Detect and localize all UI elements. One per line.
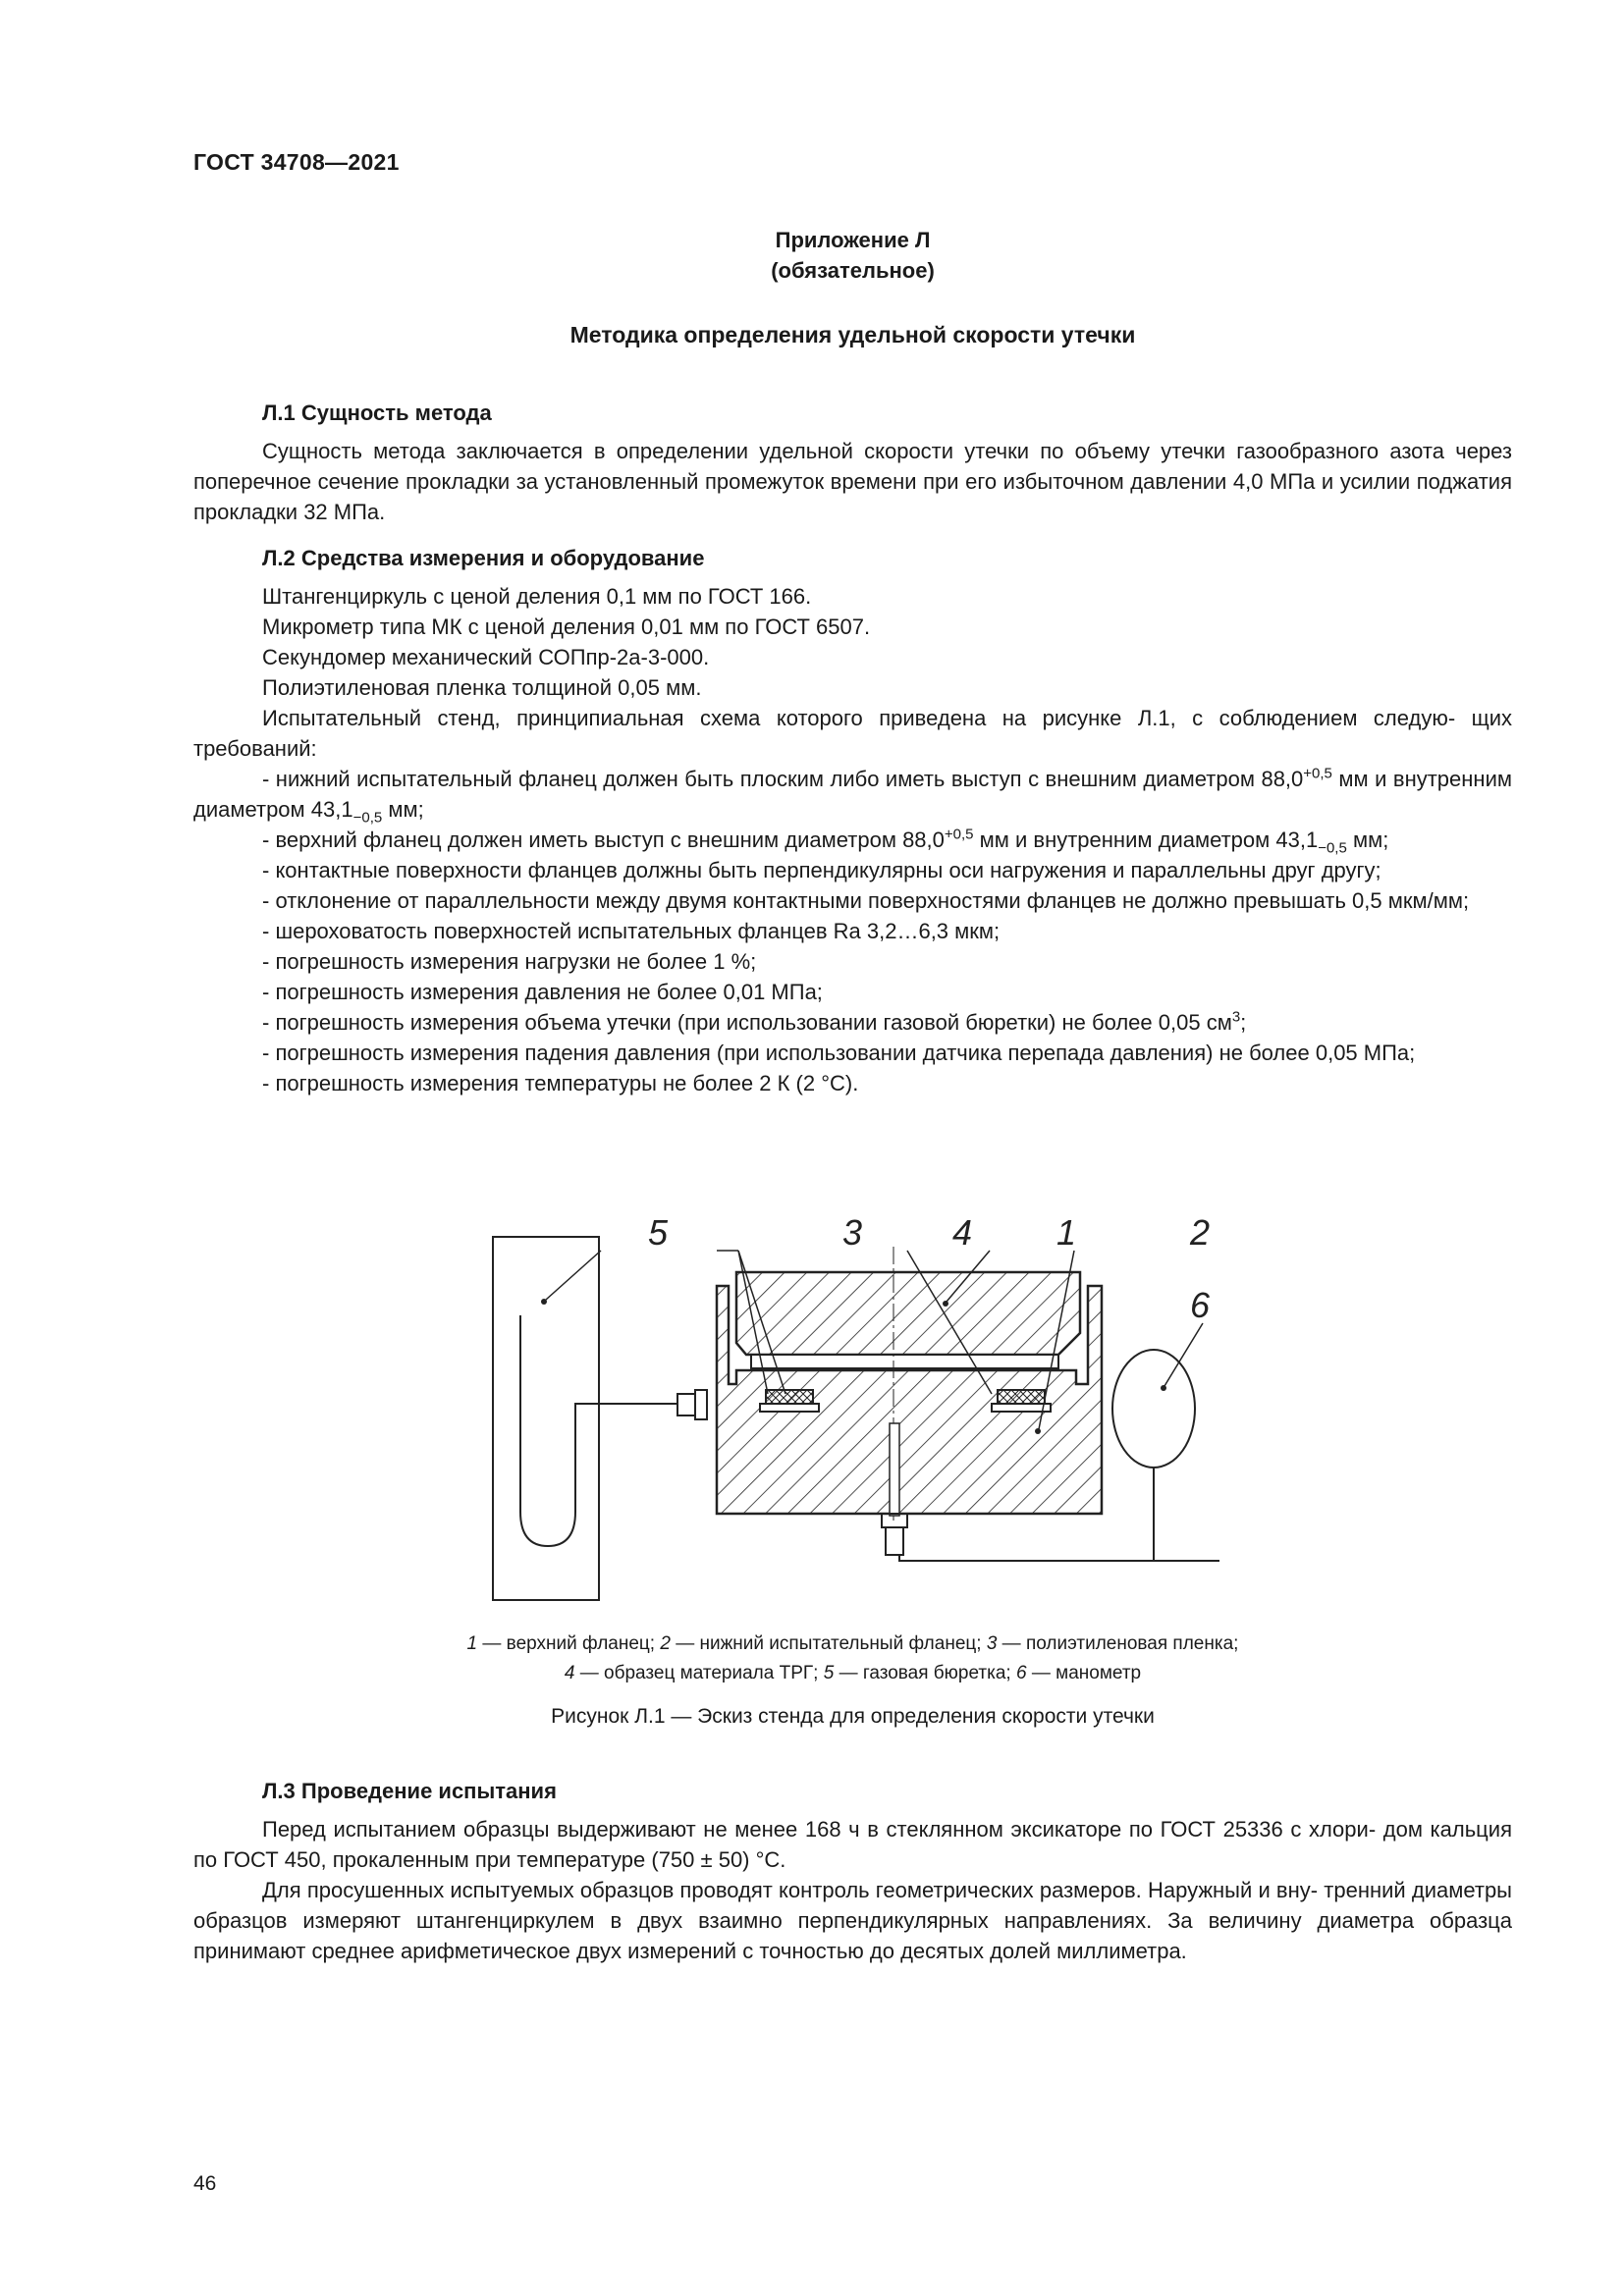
upper-flange — [736, 1272, 1080, 1355]
section-heading-l1: Л.1 Сущность метода — [262, 400, 492, 425]
test-stand-diagram — [481, 1198, 1237, 1610]
paragraph: Штангенциркуль с ценой деления 0,1 мм по ГОСТ 166. — [262, 584, 812, 609]
section-heading-l2: Л.2 Средства измерения и оборудование — [262, 546, 705, 570]
requirement-item: - погрешность измерения температуры не более 2 К (2 °C). — [262, 1071, 859, 1095]
connector-fitting — [677, 1394, 695, 1415]
pressure-line — [899, 1555, 1219, 1561]
upper-flange-recess — [751, 1355, 1058, 1368]
paragraph: Секундомер механический СОПпр-2а-3-000. — [262, 645, 710, 669]
figure-label-6: 6 — [1190, 1285, 1211, 1325]
page-number: 46 — [193, 2172, 217, 2195]
paragraph: Сущность метода заключается в определении удельной скорости утечки по объему утечки газообразного азота через поперечное сечение прокладки за установленный промежуток времени при его избыточном давлении 4,0 МПа и усилии поджатия прокладки 32 МПа. — [193, 439, 1512, 524]
figure-caption: Рисунок Л.1 — Эскиз стенда для определения скорости утечки — [551, 1705, 1155, 1728]
requirement-item: - шероховатость поверхностей испытательных фланцев Ra 3,2…6,3 мкм; — [262, 919, 1001, 943]
figure-label-3: 3 — [842, 1212, 863, 1253]
legend-line-1: 1 — верхний фланец; 2 — нижний испытательный фланец; 3 — полиэтиленовая пленка; — [466, 1633, 1239, 1654]
leader-dot-2 — [1035, 1428, 1041, 1434]
requirement-item: - погрешность измерения нагрузки не более 1 %; — [262, 949, 757, 974]
figure-label-5: 5 — [648, 1212, 669, 1253]
standard-header: ГОСТ 34708—2021 — [193, 149, 400, 175]
paragraph: Для просушенных испытуемых образцов проводят контроль геометрических размеров. Наружный и вну- тренний диаметры образцов измеряют штангенциркулем в двух взаимно перпендикулярных направлениях. За величину диаметра образца принимают среднее арифметическое двух измерений с точностью до десятых долей миллиметра. — [193, 1878, 1512, 1963]
requirement-item: - погрешность измерения падения давления (при использовании датчика перепада давления) не более 0,05 МПа; — [262, 1041, 1416, 1065]
leader-5 — [546, 1251, 601, 1300]
gas-channel — [890, 1423, 899, 1516]
requirement-item: - верхний фланец должен иметь выступ с внешним диаметром $88,0^{+0,5}$ мм и внутренним диаметром $43,1_{-0,5}$ мм; — [262, 826, 1389, 857]
paragraph: Полиэтиленовая пленка толщиной 0,05 мм. — [262, 675, 702, 700]
requirement-item: - отклонение от параллельности между двумя контактными поверхностями фланцев не должно превышать 0,5 мкм/мм; — [262, 888, 1470, 913]
requirement-item: - погрешность измерения объема утечки (при использовании газовой бюретки) не более 0,05 $см^3$; — [262, 1008, 1247, 1035]
film-right — [992, 1404, 1051, 1412]
leader-dot-6 — [1161, 1385, 1166, 1391]
connector-nut — [695, 1390, 707, 1419]
figure-legend — [193, 1629, 1512, 1688]
section-l1-text — [193, 436, 1512, 527]
appendix-status: (обязательное) — [771, 258, 935, 283]
figure-label-1: 1 — [1056, 1212, 1077, 1253]
requirement-item: - контактные поверхности фланцев должны быть перпендикулярны оси нагружения и параллельны друг другу; — [262, 858, 1381, 882]
requirement-item: - нижний испытательный фланец должен быть плоским либо иметь выступ с внешним диаметром $88,0^{+0,5}$ мм и внутренним диаметром $43,1_{-0,5}$ мм; — [193, 765, 1512, 827]
bottom-fitting — [886, 1527, 903, 1555]
requirement-item: - погрешность измерения давления не более 0,01 МПа; — [262, 980, 823, 1004]
leader-dot-1 — [943, 1301, 948, 1307]
film-and-sample-right — [998, 1390, 1045, 1404]
document-title: Методика определения удельной скорости утечки — [569, 322, 1136, 347]
section-l3-text — [193, 1814, 1512, 1966]
leader-dot-5 — [541, 1299, 547, 1305]
film-and-sample-left — [766, 1390, 813, 1404]
section-heading-l3: Л.3 Проведение испытания — [262, 1779, 557, 1803]
section-l2-text — [193, 581, 1512, 1098]
manometer — [1112, 1350, 1195, 1468]
film-left — [760, 1404, 819, 1412]
paragraph: Испытательный стенд, принципиальная схема которого приведена на рисунке Л.1, с соблюдением следую- щих требований: — [193, 706, 1512, 761]
figure-label-4: 4 — [952, 1212, 973, 1253]
figure-label-2: 2 — [1190, 1212, 1211, 1253]
paragraph: Микрометр типа МК с ценой деления 0,01 мм по ГОСТ 6507. — [262, 614, 871, 639]
legend-line-2: 4 — образец материала ТРГ; 5 — газовая бюретка; 6 — манометр — [564, 1663, 1142, 1683]
paragraph: Перед испытанием образцы выдерживают не менее 168 ч в стеклянном эксикаторе по ГОСТ 25336 с хлори- дом кальция по ГОСТ 450, прокаленным при температуре (750 ± 50) °C. — [193, 1817, 1512, 1872]
appendix-title: Приложение Л — [775, 228, 931, 252]
